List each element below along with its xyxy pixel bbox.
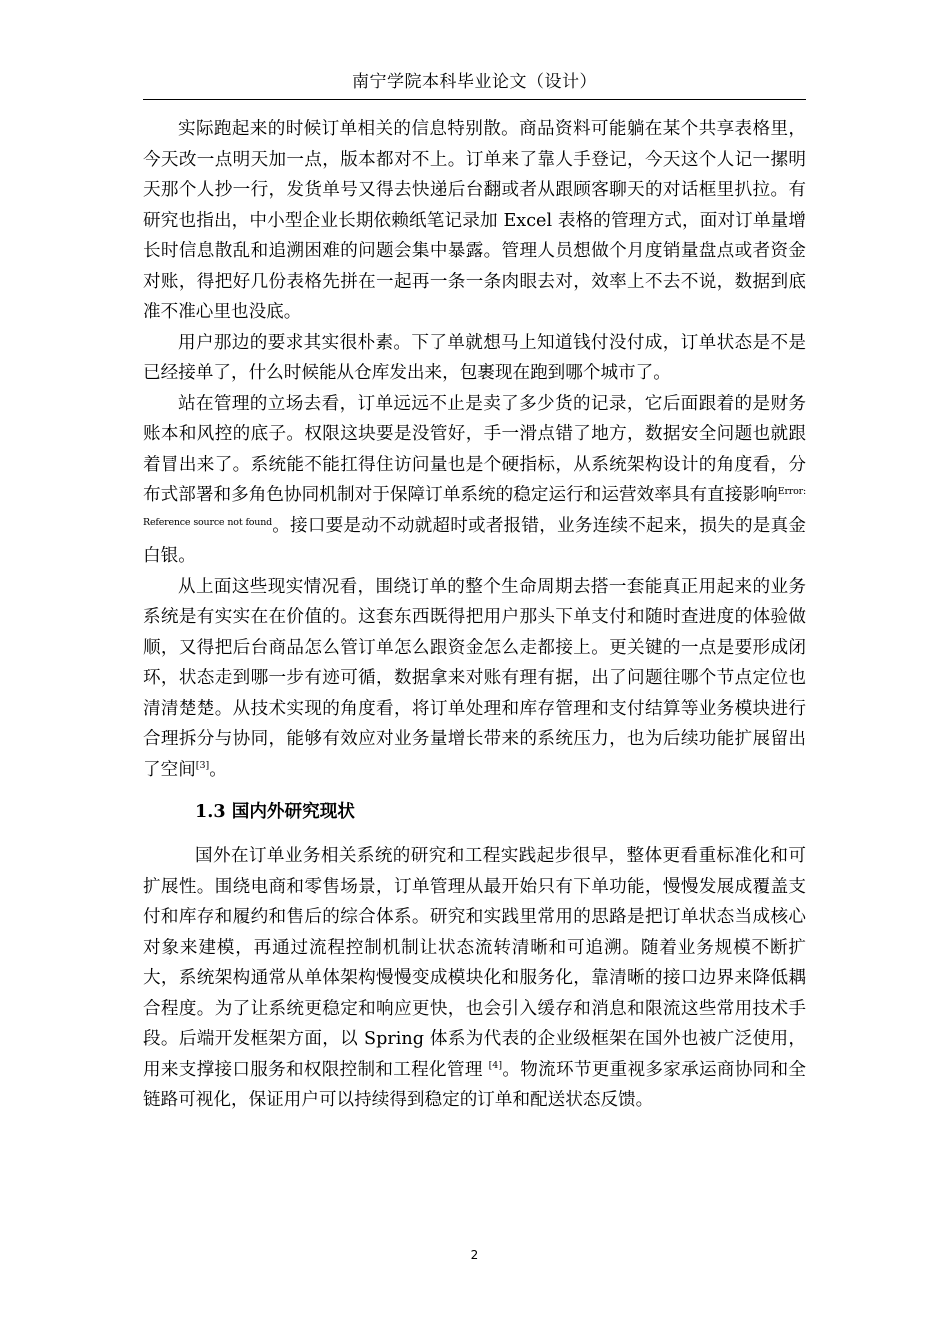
header-rule <box>143 99 806 100</box>
paragraph-text: 。物流环节更重视多家承运商协同和全链路可视化，保证用户可以持续得到稳定的订单和配送状态反馈。 <box>143 1059 806 1110</box>
citation-4: [4] <box>488 1059 503 1071</box>
paragraph-management-view <box>143 389 806 572</box>
paragraph-text: 站在管理的立场去看，订单远远不止是卖了多少货的记录，它后面跟着的是财务账本和风控的底子。权限这块要是没管好，手一滑点错了地方，数据安全问题也就跟着冒出来了。系统能不能扛得住访问量也是个硬指标，从系统架构设计的角度看，分布式部署和多角色协同机制对于保障订单系统的稳定运行和运营效率具有直接影响 <box>143 393 806 505</box>
section-heading: 1.3 国内外研究现状 <box>195 801 355 822</box>
reference-error: Error: Reference source not found <box>143 486 806 528</box>
citation-3: [3] <box>195 759 210 771</box>
running-header: 南宁学院本科毕业论文（设计） <box>352 72 597 92</box>
paragraph-text: 。 <box>209 759 227 780</box>
paragraph-system-value <box>143 572 806 786</box>
body-text <box>143 114 806 1116</box>
paragraph-foreign-research <box>143 841 806 1116</box>
paragraph-text: 。接口要是动不动就超时或者报错，业务连续不起来，损失的是真金白银。 <box>143 515 806 566</box>
paragraph-user-needs: 用户那边的要求其实很朴素。下了单就想马上知道钱付没付成，订单状态是不是已经接单了，什么时候能从仓库发出来，包裹现在跑到哪个城市了。 <box>143 332 806 383</box>
paragraph-text: 从上面这些现实情况看，围绕订单的整个生命周期去搭一套能真正用起来的业务系统是有实实在在价值的。这套东西既得把用户那头下单支付和随时查进度的体验做顺，又得把后台商品怎么管订单怎么跟资金怎么走都接上。更关键的一点是要形成闭环，状态走到哪一步有迹可循，数据拿来对账有理有据，出了问题往哪个节点定位也清清楚楚。从技术实现的角度看，将订单处理和库存管理和支付结算等业务模块进行合理拆分与协同，能够有效应对业务量增长带来的系统压力，也为后续功能扩展留出了空间 <box>143 576 806 780</box>
paragraph-info-scatter: 实际跑起来的时候订单相关的信息特别散。商品资料可能躺在某个共享表格里，今天改一点明天加一点，版本都对不上。订单来了靠人手登记，今天这个人记一摞明天那个人抄一行，发货单号又得去快递后台翻或者从跟顾客聊天的对话框里扒拉。有研究也指出，中小型企业长期依赖纸笔记录加 Excel 表格的管理方式，面对订单量增长时信息散乱和追溯困难的问题会集中暴露。管理人员想做个月度销量盘点或者资金对账，得把好几份表格先拼在一起再一条一条肉眼去对，效率上不去不说，数据到底准不准心里也没底。 <box>143 119 806 322</box>
page-number: 2 <box>470 1248 479 1262</box>
paragraph-text: 国外在订单业务相关系统的研究和工程实践起步很早，整体更看重标准化和可扩展性。围绕电商和零售场景，订单管理从最开始只有下单功能，慢慢发展成覆盖支付和库存和履约和售后的综合体系。研究和实践里常用的思路是把订单状态当成核心对象来建模，再通过流程控制机制让状态流转清晰和可追溯。随着业务规模不断扩大，系统架构通常从单体架构慢慢变成模块化和服务化，靠清晰的接口边界来降低耦合程度。为了让系统更稳定和响应更快，也会引入缓存和消息和限流这些常用技术手段。后端开发框架方面，以 Spring 体系为代表的企业级框架在国外也被广泛使用，用来支撑接口服务和权限控制和工程化管理 <box>143 846 806 1080</box>
